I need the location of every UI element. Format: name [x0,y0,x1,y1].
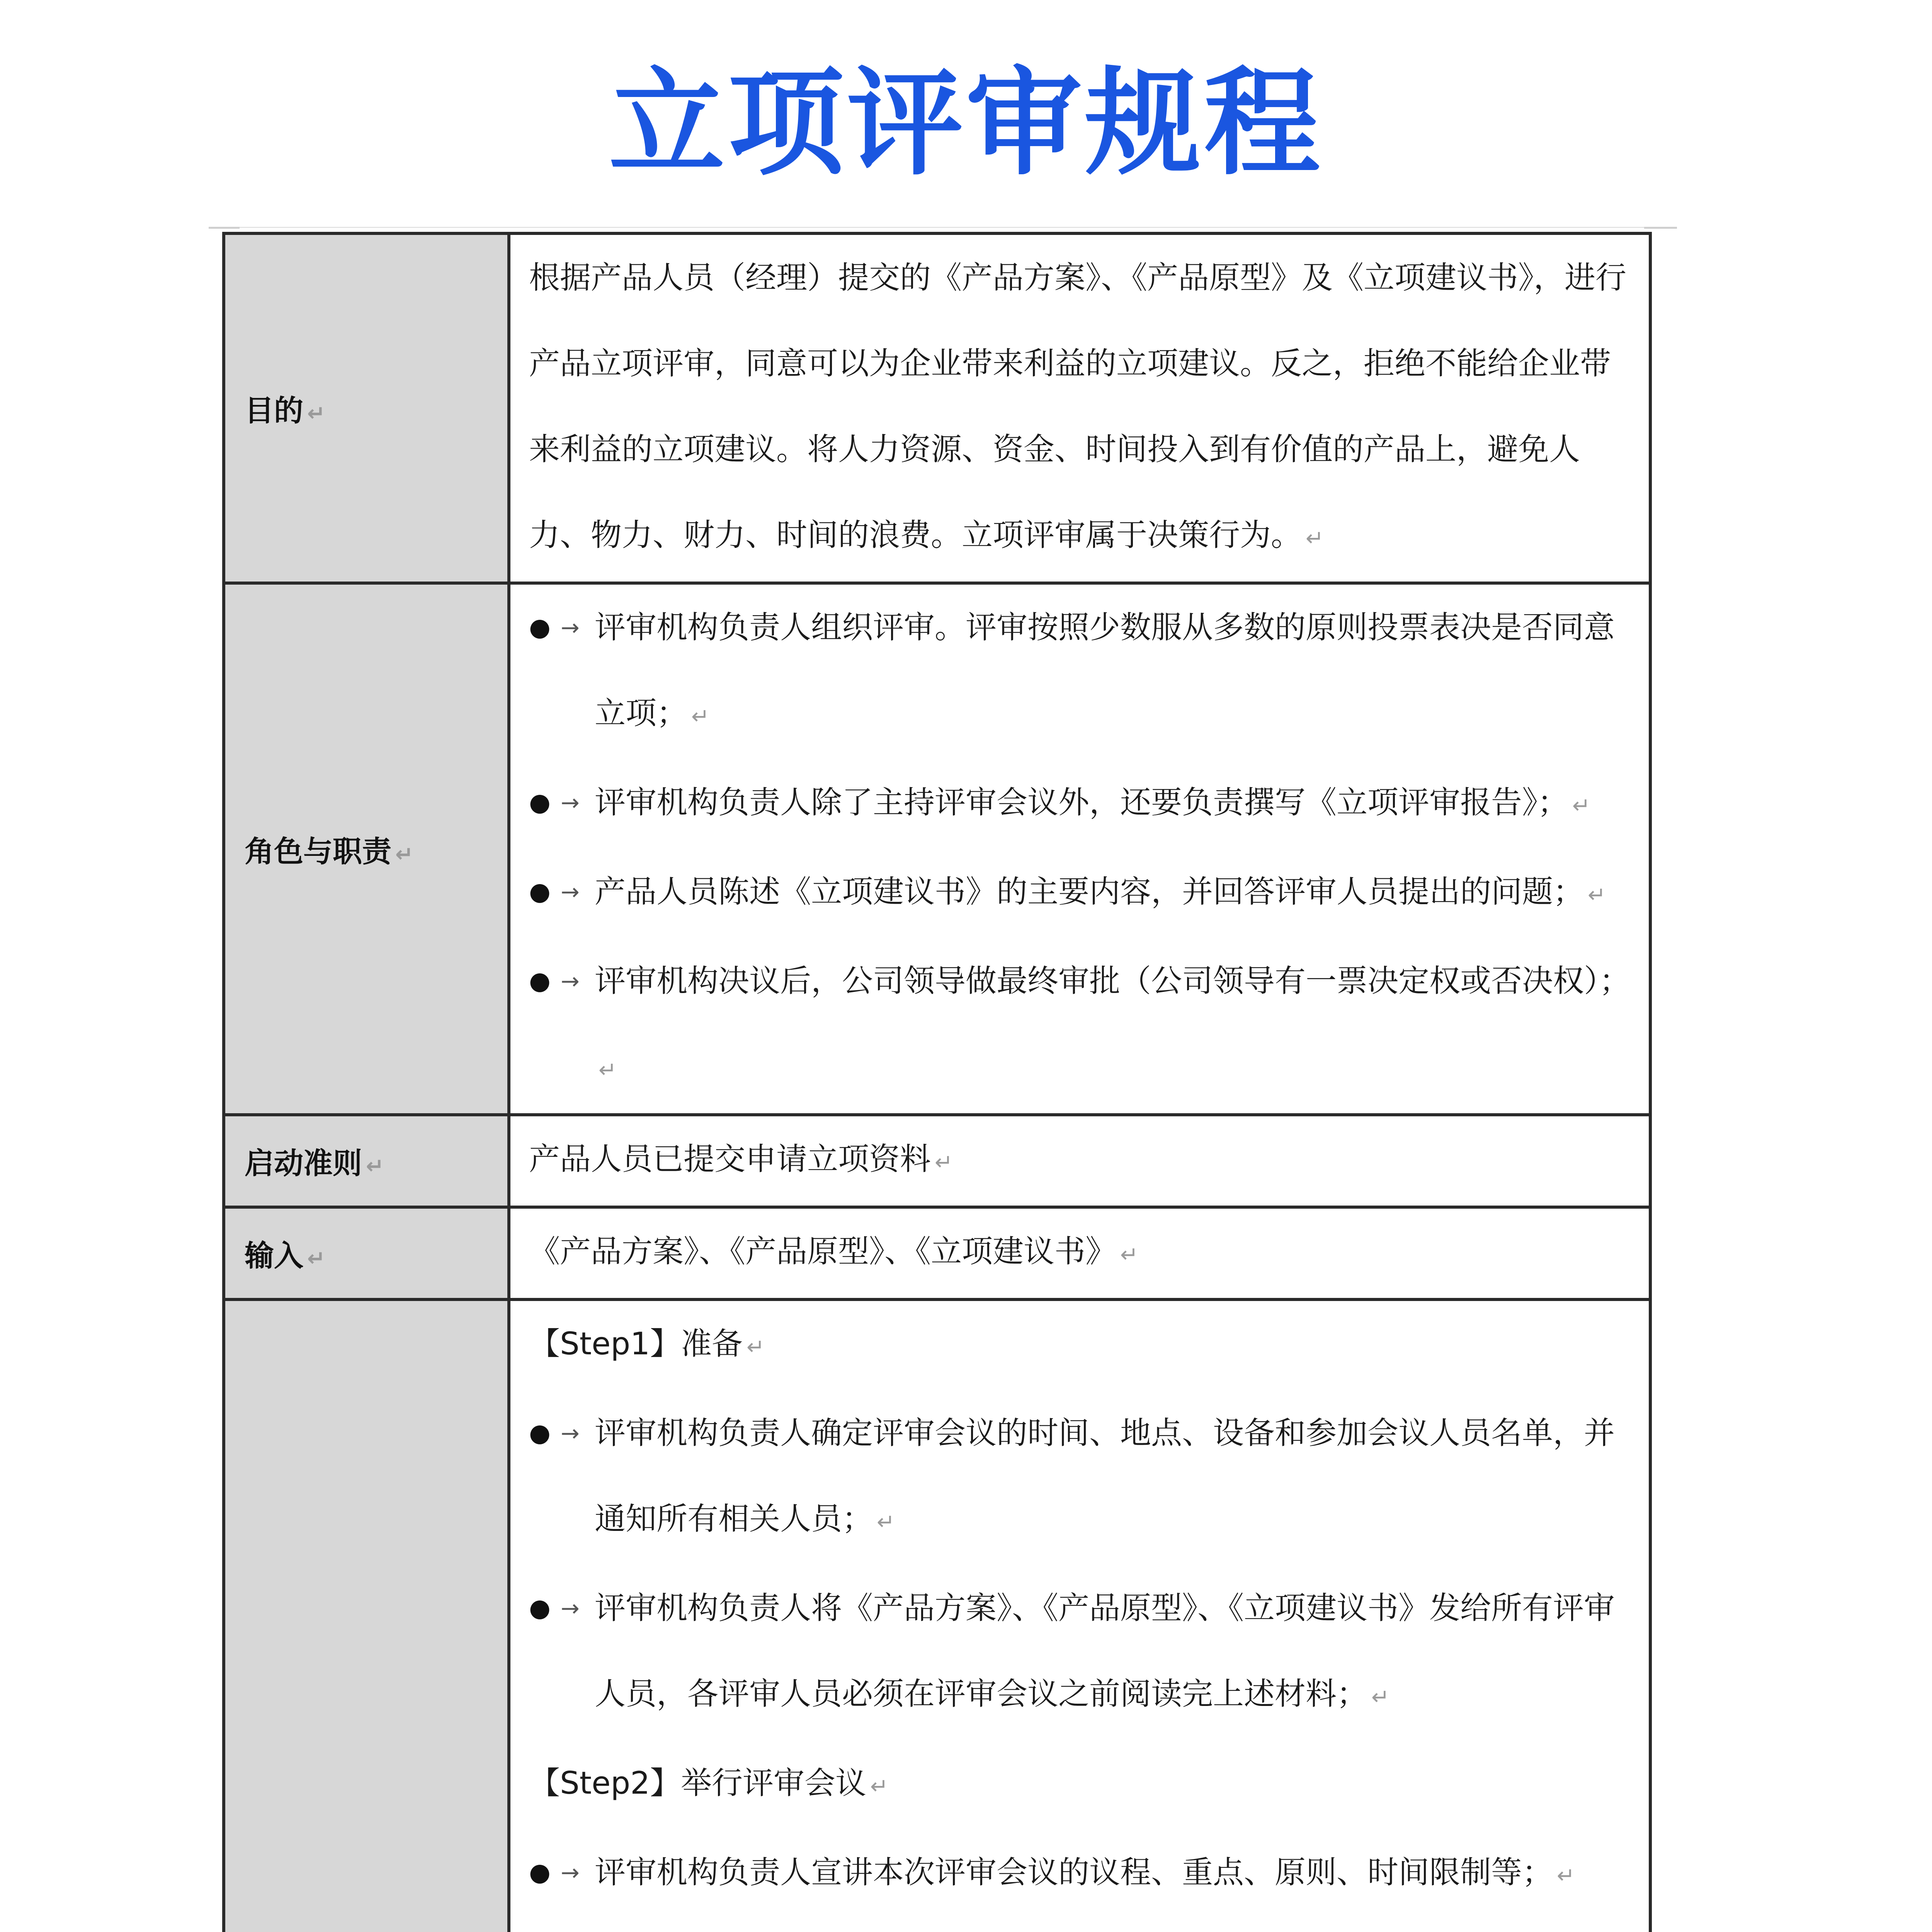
tab-arrow-icon: → [561,1859,580,1886]
paragraph-mark-icon: ↵ [1120,1242,1138,1267]
start-text: 产品人员已提交申请立项资料 [529,1141,931,1177]
step-heading-text: 【Step1】准备 [529,1326,743,1362]
bullet-icon: ● [529,1419,551,1447]
paragraph-mark-icon: ↵ [877,1510,895,1535]
tab-arrow-icon [561,1919,580,1932]
input-text: 《产品方案》、《产品原型》、《立项建议书》 [529,1233,1116,1269]
procedure-table [222,232,1652,1932]
list-item [529,760,1637,849]
bullet-icon: ● [529,1594,551,1622]
paragraph-mark-icon: ↵ [935,1150,953,1175]
row-label-purpose [224,233,509,583]
paragraph-mark-icon: ↵ [870,1774,888,1799]
list-item [529,938,1637,1113]
row-label-input [224,1207,509,1299]
bullet-icon: ● [529,613,551,642]
step2-heading [529,1740,1637,1830]
list-item-text: 评审机构负责人宣讲本次评审会议的议程、重点、原则、时间限制等； [595,1854,1553,1890]
row-label-text: 目的 [245,393,303,428]
table-row-roles [224,583,1650,1115]
input-paragraph [529,1209,1637,1298]
paragraph-mark-icon: ↵ [1371,1685,1389,1710]
table-row-purpose [224,233,1650,583]
paragraph-mark-icon: ↵ [747,1335,765,1360]
list-item-text: 评审机构负责人确定评审会议的时间、地点、设备和参加会议人员名单，并通知所有相关人员； [595,1415,1615,1537]
paragraph-mark-icon: ↵ [1572,793,1590,818]
list-item-text: 产品人员陈述《立项建议书》的主要内容，并回答评审人员提出的问题； [595,874,1584,910]
bullet-icon [529,1919,551,1932]
list-item-text: 评审机构负责人将《产品方案》、《产品原型》、《立项建议书》发给所有评审人员，各评审人员必须在评审会议之前阅读完上述材料； [595,1590,1615,1712]
tab-arrow-icon: → [561,789,580,816]
tab-arrow-icon: → [561,1595,580,1621]
tab-arrow-icon: → [561,879,580,905]
bullet-icon: ● [529,788,551,817]
list-item [529,585,1637,760]
tab-arrow-icon: → [561,1420,580,1446]
list-item [529,1390,1637,1565]
list-item-text: 评审机构负责人组织评审。评审按照少数服从多数的原则投票表决是否同意立项； [595,609,1615,731]
header-rule [240,227,1644,228]
paragraph-mark-icon: ↵ [599,1058,617,1083]
table-row-steps [224,1299,1650,1932]
list-item-text: 评审机构决议后，公司领导做最终审批（公司领导有一票决定权或否决权）； [595,963,1630,999]
paragraph-mark-icon: ↵ [1557,1863,1575,1888]
bullet-icon: ● [529,878,551,906]
row-label-text: 输入 [245,1238,303,1273]
row-label-text: 角色与职责 [245,834,391,869]
paragraph-mark-icon: ↵ [395,842,413,867]
paragraph-mark-icon: ↵ [1306,526,1324,551]
bullet-icon: ● [529,1858,551,1887]
table-row-start [224,1115,1650,1207]
table-row-input [224,1207,1650,1299]
paragraph-mark-icon: ↵ [307,1246,325,1271]
row-label-steps [224,1299,509,1932]
list-item [529,1565,1637,1740]
paragraph-mark-icon: ↵ [307,401,325,426]
step-heading-text: 【Step2】举行评审会议 [529,1765,867,1801]
list-item [529,1830,1637,1919]
row-label-text: 启动准则 [245,1146,362,1180]
row-content-start [509,1115,1650,1207]
paragraph-mark-icon: ↵ [1588,883,1606,908]
paragraph-mark-icon: ↵ [366,1154,384,1179]
list-item [529,1919,1637,1932]
paragraph-mark-icon: ↵ [691,704,709,729]
row-label-start [224,1115,509,1207]
purpose-paragraph [529,235,1637,582]
header-rule-right [1644,227,1677,229]
list-item [529,849,1637,938]
header-rule-left [209,227,240,229]
row-content-roles [509,583,1650,1115]
start-paragraph [529,1116,1637,1206]
row-content-purpose [509,233,1650,583]
tab-arrow-icon: → [561,614,580,641]
list-item-text: 评审机构负责人除了主持评审会议外，还要负责撰写《立项评审报告》； [595,784,1568,820]
tab-arrow-icon: → [561,968,580,994]
row-content-input [509,1207,1650,1299]
step1-heading [529,1301,1637,1390]
bullet-icon: ● [529,967,551,995]
row-content-steps [509,1299,1650,1932]
purpose-text: 根据产品人员（经理）提交的《产品方案》、《产品原型》及《立项建议书》，进行产品立项评审，同意可以为企业带来利益的立项建议。反之，拒绝不能给企业带来利益的立项建议。将人力资源、资金、时间投入到有价值的产品上，避免人力、物力、财力、时间的浪费。立项评审属于决策行为。 [529,260,1626,553]
row-label-roles [224,583,509,1115]
page-title: 立项评审规程 [609,56,1323,191]
